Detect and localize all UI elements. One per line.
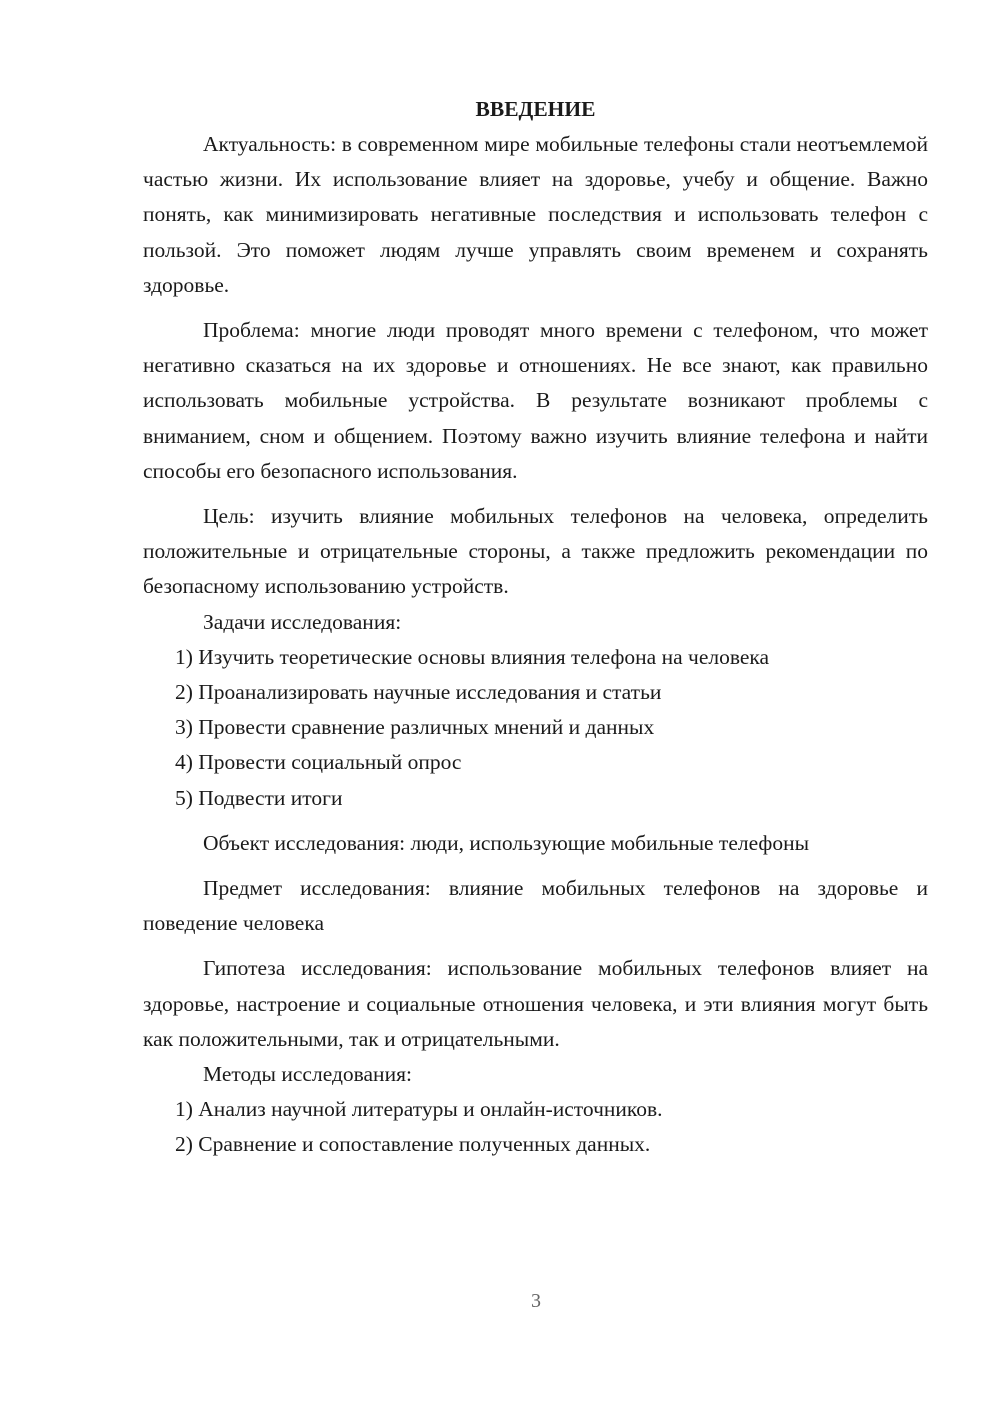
method-item: 2) Сравнение и сопоставление полученных данных. <box>175 1132 651 1157</box>
relevance-paragraph: Актуальность: в современном мире мобильные телефоны стали неотъемлемой частью жизни. Их использование влияет на здоровье, учебу и общение. Важно понять, как минимизировать негативные последствия и использовать телефон с пользой. Это поможет людям лучше управлять своим временем и сохранять здоровье. <box>143 132 928 297</box>
document-page <box>143 92 928 1163</box>
problem-paragraph: Проблема: многие люди проводят много времени с телефоном, что может негативно сказаться на их здоровье и отношениях. Не все знают, как правильно использовать мобильные устройства. В результате возникают проблемы с вниманием, сном и общением. Поэтому важно изучить влияние телефона и найти способы его безопасного использования. <box>143 318 928 483</box>
goal-paragraph: Цель: изучить влияние мобильных телефонов на человека, определить положительные и отрицательные стороны, а также предложить рекомендации по безопасному использованию устройств. <box>143 504 928 599</box>
object-paragraph: Объект исследования: люди, использующие мобильные телефоны <box>203 830 810 855</box>
method-item: 1) Анализ научной литературы и онлайн-источников. <box>175 1097 663 1122</box>
page-number: 3 <box>531 1290 541 1312</box>
task-item: 2) Проанализировать научные исследования и статьи <box>175 680 662 705</box>
section-heading: ВВЕДЕНИЕ <box>475 97 596 121</box>
tasks-title: Задачи исследования: <box>203 609 402 634</box>
hypothesis-paragraph: Гипотеза исследования: использование мобильных телефонов влияет на здоровье, настроение и социальные отношения человека, и эти влияния могут быть как положительными, так и отрицательными. <box>143 956 928 1051</box>
methods-title: Методы исследования: <box>203 1062 412 1087</box>
task-item: 1) Изучить теоретические основы влияния телефона на человека <box>175 644 770 669</box>
task-item: 4) Провести социальный опрос <box>175 750 462 775</box>
task-item: 5) Подвести итоги <box>175 785 343 810</box>
subject-paragraph: Предмет исследования: влияние мобильных телефонов на здоровье и поведение человека <box>143 876 928 936</box>
task-item: 3) Провести сравнение различных мнений и данных <box>175 715 655 740</box>
